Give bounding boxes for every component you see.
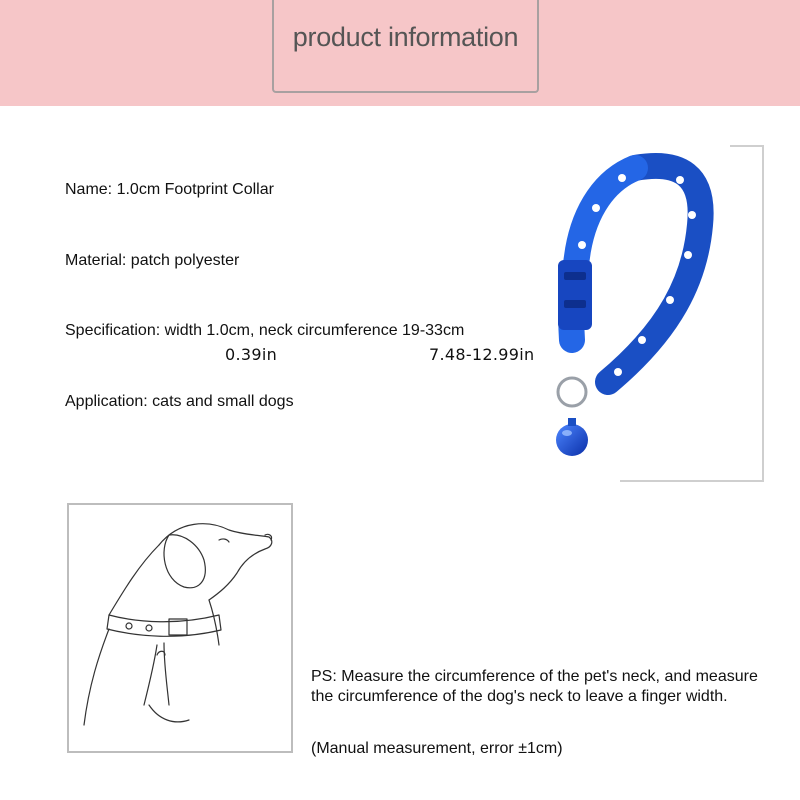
collar-ring xyxy=(558,378,586,406)
spec-material: Material: patch polyester xyxy=(65,252,240,269)
product-frame xyxy=(730,145,764,482)
measurement-note: (Manual measurement, error ±1cm) xyxy=(311,740,563,757)
collar-bell xyxy=(556,424,588,456)
product-frame-bottom xyxy=(620,480,764,482)
collar-buckle xyxy=(558,260,592,330)
header-title: product information xyxy=(292,22,519,52)
ps-note: PS: Measure the circumference of the pet's neck, and measure the circumference of the dog's neck to leave a finger width. xyxy=(311,668,758,705)
spec-name: Name: 1.0cm Footprint Collar xyxy=(65,181,274,198)
collar-band-back xyxy=(608,166,701,382)
dog-collar-illustration xyxy=(69,505,291,751)
collar-product-image xyxy=(530,150,730,480)
spec-width-inch: 0.39in xyxy=(225,345,278,364)
spec-circumference-inch: 7.48-12.99in xyxy=(429,345,535,364)
spec-specification: Specification: width 1.0cm, neck circumference 19-33cm xyxy=(65,322,465,339)
illustration-box xyxy=(67,503,293,753)
spec-application: Application: cats and small dogs xyxy=(65,393,294,410)
